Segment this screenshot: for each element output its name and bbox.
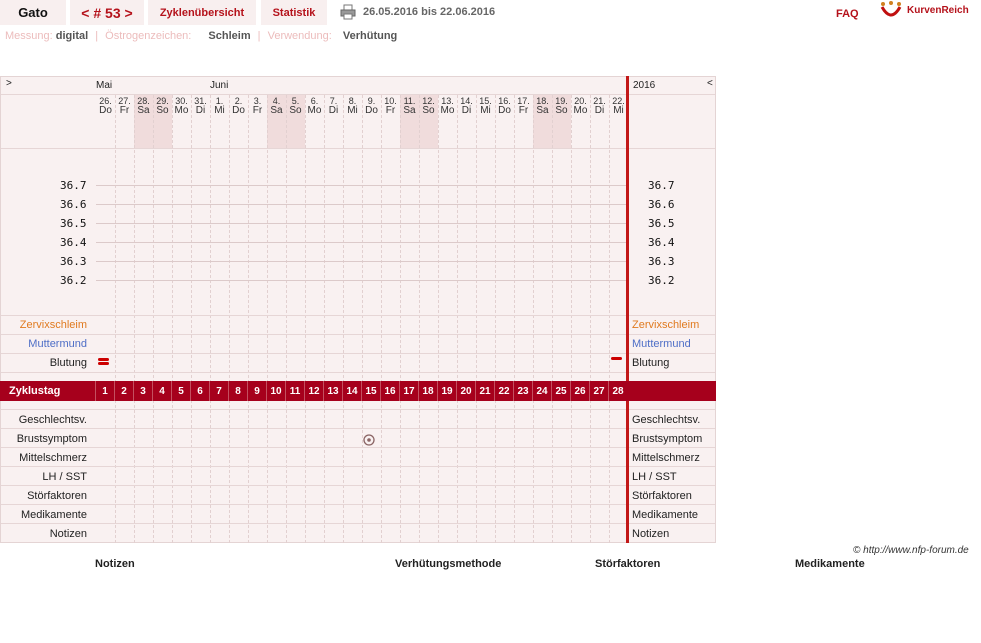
- day-gridline: [324, 95, 325, 543]
- breast-symptom-icon[interactable]: [363, 433, 375, 445]
- day-date: 1.: [215, 96, 224, 106]
- cycle-day-number[interactable]: 13: [323, 381, 342, 401]
- cycle-day-label: Zyklustag: [9, 385, 61, 397]
- right-label-bleeding: Blutung: [632, 357, 670, 369]
- temp-label: 36.3: [60, 255, 87, 268]
- day-gridline: [514, 95, 515, 543]
- day-date: 28.: [137, 96, 150, 106]
- day-gridline: [248, 95, 249, 543]
- temp-gridline: [96, 185, 628, 186]
- day-weekday: Mi: [613, 105, 624, 116]
- row-gridline: [1, 409, 715, 410]
- day-header: [381, 96, 400, 116]
- row-gridline: [1, 372, 715, 373]
- right-label-lower: Notizen: [632, 528, 670, 540]
- measure-label: Messung:: [5, 30, 53, 42]
- cycle-day-number[interactable]: 9: [247, 381, 266, 401]
- right-label-lower: Geschlechtsv.: [632, 414, 701, 426]
- cycle-day-number[interactable]: 21: [475, 381, 494, 401]
- temp-label-right: 36.3: [648, 255, 675, 268]
- day-gridline: [115, 95, 116, 543]
- day-gridline: [153, 95, 154, 543]
- day-weekday: Do: [365, 105, 378, 116]
- temp-gridline: [96, 280, 628, 281]
- bleeding-mark[interactable]: [98, 358, 109, 361]
- day-gridline: [267, 95, 268, 543]
- separator: |: [95, 30, 99, 42]
- day-weekday: Fr: [119, 105, 130, 116]
- cycle-day-number[interactable]: 17: [399, 381, 418, 401]
- day-date: 3.: [253, 96, 262, 106]
- day-weekday: Sa: [403, 105, 416, 116]
- cycle-day-number[interactable]: 25: [551, 381, 570, 401]
- day-weekday: Fr: [518, 105, 529, 116]
- bleeding-mark[interactable]: [98, 362, 109, 365]
- temp-gridline: [96, 261, 628, 262]
- cycle-day-number[interactable]: 11: [285, 381, 304, 401]
- row-label-lower: Mittelschmerz: [19, 452, 87, 464]
- meta-line: [5, 30, 397, 42]
- faq-link[interactable]: FAQ: [836, 8, 859, 20]
- day-gridline: [362, 95, 363, 543]
- day-date: 29.: [156, 96, 169, 106]
- day-date: 21.: [593, 96, 606, 106]
- day-gridline: [419, 95, 420, 543]
- day-header: [134, 96, 153, 116]
- row-gridline: [1, 315, 715, 316]
- day-date: 27.: [118, 96, 131, 106]
- day-weekday: Di: [594, 105, 605, 116]
- row-label-lower: Geschlechtsv.: [18, 414, 87, 426]
- temp-label: 36.5: [60, 217, 87, 230]
- day-header: [571, 96, 590, 116]
- day-weekday: Fr: [385, 105, 396, 116]
- row-gridline: [1, 428, 715, 429]
- day-gridline: [533, 95, 534, 543]
- day-weekday: Di: [195, 105, 206, 116]
- day-gridline: [552, 95, 553, 543]
- cycle-day-number[interactable]: 7: [209, 381, 228, 401]
- day-date: 12.: [422, 96, 435, 106]
- separator: |: [257, 30, 261, 42]
- cycle-day-number[interactable]: 15: [361, 381, 380, 401]
- row-gridline: [1, 485, 715, 486]
- day-date: 18.: [536, 96, 549, 106]
- day-gridline: [172, 95, 173, 543]
- row-gridline: [1, 504, 715, 505]
- day-date: 16.: [498, 96, 511, 106]
- day-date: 31.: [194, 96, 207, 106]
- cycle-day-bar: [0, 381, 716, 401]
- temp-label: 36.6: [60, 198, 87, 211]
- user-name: Gato: [0, 0, 66, 25]
- row-gridline: [1, 334, 715, 335]
- cycle-day-number[interactable]: 27: [589, 381, 608, 401]
- temp-gridline: [96, 242, 628, 243]
- cycle-day-number[interactable]: 23: [513, 381, 532, 401]
- day-weekday: Sa: [137, 105, 150, 116]
- day-date: 26.: [99, 96, 112, 106]
- day-weekday: Mi: [347, 105, 358, 116]
- cycle-day-number[interactable]: 12: [304, 381, 323, 401]
- cycle-day-number[interactable]: 8: [228, 381, 247, 401]
- day-gridline: [210, 95, 211, 543]
- row-label-lower: Brustsymptom: [16, 433, 87, 445]
- row-gridline: [1, 447, 715, 448]
- day-header: [267, 96, 286, 116]
- day-header: [533, 96, 552, 116]
- bleeding-mark[interactable]: [611, 357, 622, 360]
- day-weekday: Mo: [174, 105, 189, 116]
- day-gridline: [438, 95, 439, 543]
- row-label-lower: LH / SST: [42, 471, 87, 483]
- day-header: [419, 96, 438, 116]
- row-gridline: [1, 353, 715, 354]
- day-header: [305, 96, 324, 116]
- tab-cycle-overview[interactable]: Zyklenübersicht: [148, 0, 256, 25]
- cycle-day-number[interactable]: 1: [95, 381, 114, 401]
- day-weekday: Mo: [307, 105, 322, 116]
- day-weekday: Mi: [214, 105, 225, 116]
- day-weekday: Di: [461, 105, 472, 116]
- day-header: [343, 96, 362, 116]
- day-header: [514, 96, 533, 116]
- temp-gridline: [96, 204, 628, 205]
- cycle-day-number[interactable]: 22: [494, 381, 513, 401]
- use-value: Verhütung: [342, 30, 398, 42]
- day-weekday: Do: [232, 105, 245, 116]
- day-date: 6.: [310, 96, 319, 106]
- day-gridline: [191, 95, 192, 543]
- cycle-day-number[interactable]: 18: [418, 381, 437, 401]
- day-weekday: Sa: [536, 105, 549, 116]
- printer-icon[interactable]: [340, 4, 356, 20]
- date-range: 26.05.2016 bis 22.06.2016: [363, 6, 496, 18]
- cycle-day-number[interactable]: 6: [190, 381, 209, 401]
- footer-contraception: Verhütungsmethode: [395, 558, 502, 570]
- day-date: 11.: [403, 96, 416, 106]
- day-header: [495, 96, 514, 116]
- nav-prev-button[interactable]: >: [6, 78, 12, 89]
- right-label-lower: LH / SST: [632, 471, 677, 483]
- estrogen-label: Östrogenzeichen:: [105, 30, 192, 42]
- day-header: [172, 96, 191, 116]
- day-weekday: Do: [99, 105, 112, 116]
- day-date: 30.: [175, 96, 188, 106]
- copyright: © http://www.nfp-forum.de: [853, 545, 969, 556]
- day-header: [457, 96, 476, 116]
- day-gridline: [381, 95, 382, 543]
- temp-label-right: 36.2: [648, 274, 675, 287]
- day-gridline: [609, 95, 610, 543]
- day-date: 9.: [367, 96, 376, 106]
- cycle-day-number[interactable]: 28: [608, 381, 627, 401]
- day-gridline: [457, 95, 458, 543]
- nav-next-button[interactable]: <: [707, 78, 713, 89]
- day-date: 4.: [272, 96, 281, 106]
- day-weekday: So: [555, 105, 568, 116]
- day-header: [248, 96, 267, 116]
- temp-label: 36.4: [60, 236, 87, 249]
- row-label-bleeding: Blutung: [49, 357, 87, 369]
- right-label-lower: Mittelschmerz: [632, 452, 700, 464]
- row-gridline: [1, 94, 715, 95]
- day-header: [210, 96, 229, 116]
- day-date: 15.: [479, 96, 492, 106]
- year-label: 2016: [633, 80, 656, 91]
- day-header: [324, 96, 343, 116]
- temp-label-right: 36.4: [648, 236, 675, 249]
- temp-label-right: 36.6: [648, 198, 675, 211]
- day-gridline: [134, 95, 135, 543]
- day-weekday: So: [289, 105, 302, 116]
- right-label-lower: Störfaktoren: [632, 490, 692, 502]
- temp-label-right: 36.7: [648, 179, 675, 192]
- row-label-lower: Medikamente: [20, 509, 87, 521]
- cycle-nav[interactable]: < # 53 >: [70, 0, 144, 25]
- row-gridline: [1, 148, 715, 149]
- day-weekday: Mi: [480, 105, 491, 116]
- cycle-day-number[interactable]: 16: [380, 381, 399, 401]
- row-label-lower: Störfaktoren: [27, 490, 87, 502]
- cycle-day-number[interactable]: 2: [114, 381, 133, 401]
- right-label-lower: Brustsymptom: [632, 433, 703, 445]
- right-label-os: Muttermund: [632, 338, 691, 350]
- temp-label: 36.2: [60, 274, 87, 287]
- cycle-day-number[interactable]: 5: [171, 381, 190, 401]
- cycle-end-line: [626, 76, 629, 543]
- day-gridline: [590, 95, 591, 543]
- day-header: [229, 96, 248, 116]
- row-gridline: [1, 466, 715, 467]
- day-header: [590, 96, 609, 116]
- day-weekday: So: [422, 105, 435, 116]
- month-label-june: Juni: [210, 80, 229, 91]
- day-date: 22.: [612, 96, 625, 106]
- day-gridline: [476, 95, 477, 543]
- day-gridline: [571, 95, 572, 543]
- footer-disturb: Störfaktoren: [595, 558, 661, 570]
- day-weekday: Mo: [573, 105, 588, 116]
- cycle-chart: [0, 76, 716, 543]
- measure-value: digital: [55, 30, 89, 42]
- day-date: 13.: [441, 96, 454, 106]
- tab-statistics[interactable]: Statistik: [261, 0, 327, 25]
- day-gridline: [400, 95, 401, 543]
- cycle-day-number[interactable]: 20: [456, 381, 475, 401]
- use-label: Verwendung:: [267, 30, 332, 42]
- day-date: 5.: [291, 96, 300, 106]
- day-gridline: [286, 95, 287, 543]
- day-weekday: Sa: [270, 105, 283, 116]
- day-header: [400, 96, 419, 116]
- cycle-day-number[interactable]: 19: [437, 381, 456, 401]
- cycle-day-number[interactable]: 24: [532, 381, 551, 401]
- day-header: [362, 96, 381, 116]
- day-header: [438, 96, 457, 116]
- estrogen-value: Schleim: [208, 30, 251, 42]
- day-weekday: Di: [328, 105, 339, 116]
- day-header: [115, 96, 134, 116]
- day-header: [96, 96, 115, 116]
- day-weekday: Mo: [440, 105, 455, 116]
- day-gridline: [343, 95, 344, 543]
- brand-name[interactable]: KurvenReich: [907, 5, 969, 16]
- right-label-cervix: Zervixschleim: [632, 319, 700, 331]
- day-header: [153, 96, 172, 116]
- day-header: [552, 96, 571, 116]
- day-header: [476, 96, 495, 116]
- row-gridline: [1, 523, 715, 524]
- cycle-day-number[interactable]: 26: [570, 381, 589, 401]
- temp-label: 36.7: [60, 179, 87, 192]
- row-label-cervix: Zervixschleim: [19, 319, 87, 331]
- row-label-os: Muttermund: [28, 338, 87, 350]
- day-date: 7.: [329, 96, 338, 106]
- cycle-day-number[interactable]: 3: [133, 381, 152, 401]
- day-weekday: Do: [498, 105, 511, 116]
- day-date: 14.: [460, 96, 473, 106]
- day-header: [191, 96, 210, 116]
- cycle-day-number[interactable]: 4: [152, 381, 171, 401]
- row-label-lower: Notizen: [49, 528, 87, 540]
- footer-notes: Notizen: [95, 558, 135, 570]
- brand-logo-icon[interactable]: [880, 1, 902, 19]
- day-date: 10.: [384, 96, 397, 106]
- day-weekday: Fr: [252, 105, 263, 116]
- day-date: 17.: [517, 96, 530, 106]
- cycle-day-number[interactable]: 10: [266, 381, 285, 401]
- day-header: [286, 96, 305, 116]
- day-weekday: So: [156, 105, 169, 116]
- day-date: 19.: [555, 96, 568, 106]
- right-label-lower: Medikamente: [632, 509, 699, 521]
- day-date: 8.: [348, 96, 357, 106]
- day-date: 20.: [574, 96, 587, 106]
- day-gridline: [305, 95, 306, 543]
- cycle-day-number[interactable]: 14: [342, 381, 361, 401]
- temp-label-right: 36.5: [648, 217, 675, 230]
- day-date: 2.: [234, 96, 243, 106]
- day-gridline: [495, 95, 496, 543]
- month-label-may: Mai: [96, 80, 113, 91]
- footer-meds: Medikamente: [795, 558, 865, 570]
- temp-gridline: [96, 223, 628, 224]
- day-gridline: [229, 95, 230, 543]
